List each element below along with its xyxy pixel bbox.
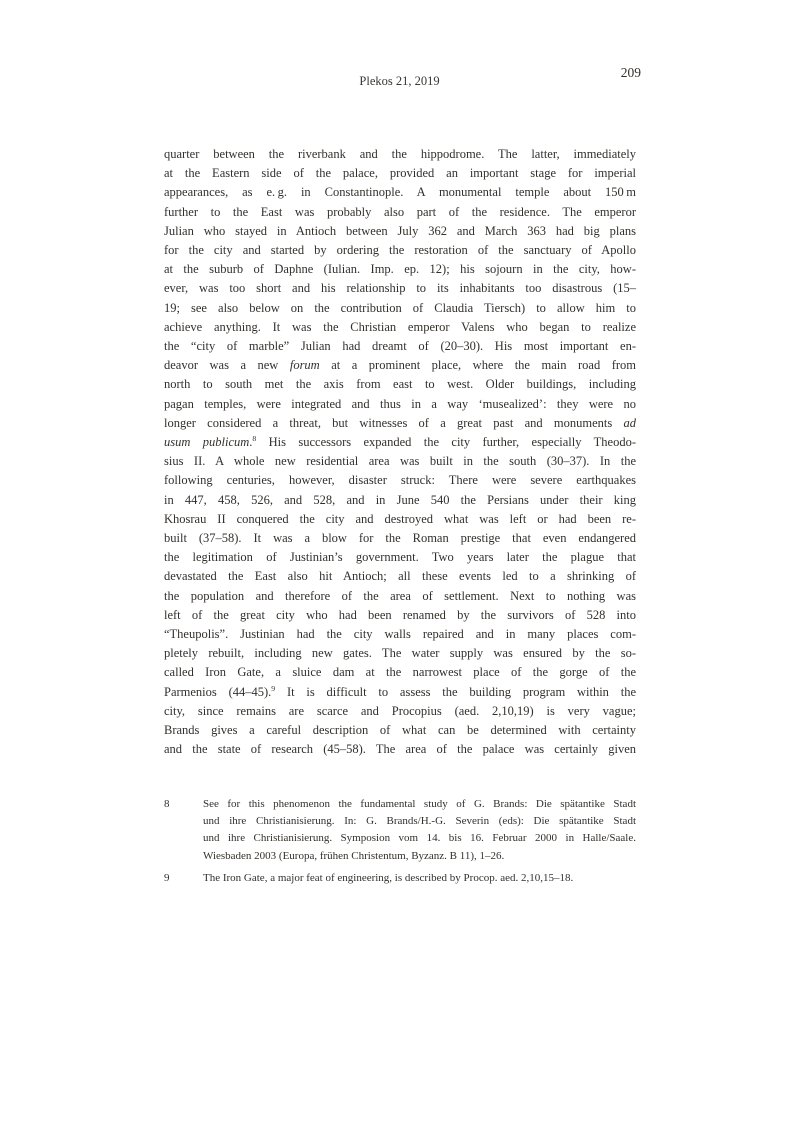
text-run: ever, was too short and his relationship to its inhabitants too disastrous (15– (164, 281, 636, 296)
body-line (164, 318, 636, 337)
body-line (164, 222, 636, 241)
text-run: called Iron Gate, a sluice dam at the narrowest place of the gorge of the (164, 665, 636, 680)
running-head: Plekos 21, 2019 (359, 74, 440, 88)
footnote (164, 870, 636, 887)
body-line (164, 587, 636, 606)
text-run: the “city of marble” Julian had dreamt of (20–30). His most important en- (164, 339, 636, 354)
footnote-ref: 8 (252, 433, 257, 443)
text-run: longer considered a threat, but witnesses of a great past and monuments (164, 415, 624, 430)
text-run: pletely rebuilt, including new gates. The water supply was ensured by the so- (164, 646, 636, 661)
text-run: in 447, 458, 526, and 528, and in June 540 the Persians under their king (164, 492, 636, 507)
text-run: pagan temples, were integrated and thus in a way ‘musealized’: they were no (164, 396, 636, 411)
body-line (164, 491, 636, 510)
body-line (164, 606, 636, 625)
footnote-line: und ihre Christianisierung. In: G. Brands/H.-G. Severin (eds): Die spätantike Stadt (203, 815, 636, 828)
italic-text: forum (289, 358, 320, 373)
footnote-number: 8 (164, 798, 170, 810)
text-run: built (37–58). It was a blow for the Roman prestige that even endangered (164, 531, 636, 546)
body-line (164, 452, 636, 471)
italic-text: ad (623, 415, 636, 430)
text-run: Julian who stayed in Antioch between July 362 and March 363 had big plans (164, 223, 636, 238)
text-run: appearances, as e. g. in Constantinople. A monumental temple about 150 m (164, 185, 636, 200)
footnote-line: und ihre Christianisierung. Symposion vom 14. bis 16. Februar 2000 in Halle/Saale. (203, 832, 636, 845)
footnote-ref: 9 (271, 683, 276, 693)
footnote-text (203, 870, 636, 887)
body-line (164, 183, 636, 202)
text-run: at a prominent place, where the main road from (319, 358, 636, 373)
body-line (164, 510, 636, 529)
text-run: at the Eastern side of the palace, provided an important stage for imperial (164, 166, 636, 181)
body-line (164, 164, 636, 183)
text-run: It is difficult to assess the building program within the (275, 684, 636, 699)
body-line (164, 241, 636, 260)
text-run: “Theupolis”. Justinian had the city walls repaired and in many places com- (164, 627, 636, 642)
body-line (164, 203, 636, 222)
text-run: the population and therefore of the area of settlement. Next to nothing was (164, 588, 636, 603)
footnote-line: The Iron Gate, a major feat of engineering, is described by Procop. aed. 2,10,15–18. (203, 871, 574, 884)
text-run: 19; see also below on the contribution of Claudia Tiersch) to allow him to (164, 300, 636, 315)
body-paragraph (164, 145, 636, 760)
body-line (164, 299, 636, 318)
body-line (164, 471, 636, 490)
text-run: deavor was a new (164, 358, 290, 373)
footnote-line: Wiesbaden 2003 (Europa, frühen Christentum, Byzanz. B 11), 1–26. (203, 849, 505, 862)
text-run: Parmenios (44–45). (164, 684, 272, 699)
body-line (164, 337, 636, 356)
body-line (164, 375, 636, 394)
text-run: the legitimation of Justinian’s government. Two years later the plague that (164, 550, 636, 565)
body-line (164, 279, 636, 298)
body-line (164, 644, 636, 663)
footnote-text (203, 796, 636, 865)
body-line (164, 683, 636, 702)
body-line (164, 721, 636, 740)
body-line (164, 548, 636, 567)
body-line (164, 740, 636, 759)
body-line (164, 433, 636, 452)
text-run: following centuries, however, disaster struck: There were severe earthquakes (164, 473, 636, 488)
body-line (164, 414, 636, 433)
footnotes-section (164, 796, 636, 892)
body-line (164, 702, 636, 721)
text-run: at the suburb of Daphne (Iulian. Imp. ep. 12); his sojourn in the city, how- (164, 262, 636, 277)
text-run: sius II. A whole new residential area was built in the south (30–37). In the (164, 454, 636, 469)
text-run: . (249, 435, 253, 450)
text-run: further to the East was probably also part of the residence. The emperor (164, 204, 636, 219)
text-run: quarter between the riverbank and the hippodrome. The latter, immediately (164, 147, 636, 161)
italic-text: usum publicum (164, 435, 250, 450)
footnote-line: See for this phenomenon the fundamental study of G. Brands: Die spätantike Stadt (203, 798, 636, 810)
body-line (164, 625, 636, 644)
text-run: devastated the East also hit Antioch; all these events led to a shrinking of (164, 569, 636, 584)
text-run: Brands gives a careful description of what can be determined with certainty (164, 723, 636, 738)
text-run: city, since remains are scarce and Procopius (aed. 2,10,19) is very vague; (164, 703, 636, 718)
body-line (164, 567, 636, 586)
text-run: His successors expanded the city further, especially Theodo- (256, 435, 636, 450)
text-run: left of the great city who had been renamed by the survivors of 528 into (164, 607, 636, 622)
page-number: 209 (620, 65, 641, 80)
text-run: Khosrau II conquered the city and destroyed what was left or had been re- (164, 511, 636, 526)
footnote-number: 9 (164, 871, 170, 884)
body-line (164, 663, 636, 682)
text-run: for the city and started by ordering the restoration of the sanctuary of Apollo (164, 243, 636, 258)
text-run: achieve anything. It was the Christian emperor Valens who began to realize (164, 319, 636, 334)
body-line (164, 395, 636, 414)
text-run: and the state of research (45–58). The area of the palace was certainly given (164, 742, 636, 757)
body-line (164, 529, 636, 548)
body-line (164, 356, 636, 375)
text-run: north to south met the axis from east to west. Older buildings, including (164, 377, 636, 392)
body-line (164, 145, 636, 164)
body-line (164, 260, 636, 279)
footnote (164, 796, 636, 865)
